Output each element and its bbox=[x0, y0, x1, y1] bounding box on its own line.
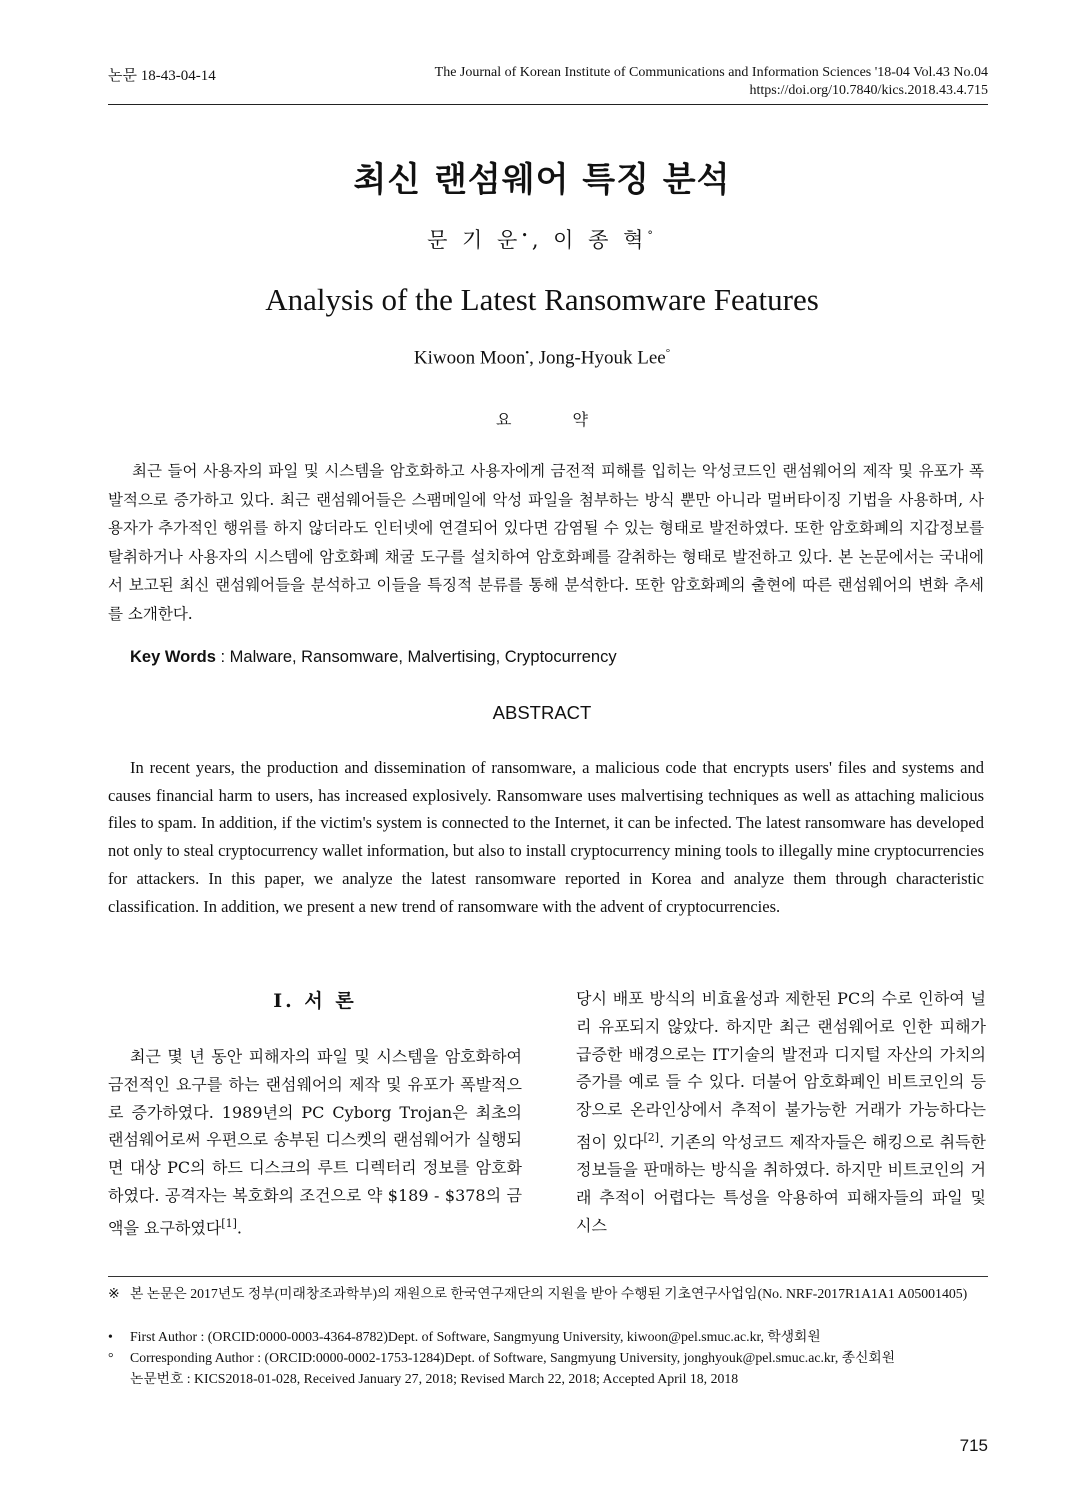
footnote-mark-bullet: • bbox=[108, 1329, 113, 1344]
title-korean: 최신 랜섬웨어 특징 분석 bbox=[353, 160, 731, 200]
keywords-value: Malware, Ransomware, Malvertising, Cryptocurrency bbox=[229, 648, 617, 666]
body-text-right-2: . 기존의 악성코드 제작자들은 해킹으로 취득한 정보들을 판매하는 방식을 취하였다. 하지만 비트코인의 거래 추적이 어렵다는 특성을 악용하여 피해자들의 파일 및 시스 bbox=[576, 1132, 986, 1235]
author-2-en: Jong-Hyouk Lee bbox=[538, 347, 666, 369]
keywords-separator: : bbox=[215, 648, 230, 666]
doi-link[interactable]: https://doi.org/10.7840/kics.2018.43.4.715 bbox=[749, 83, 988, 98]
authors-korean bbox=[0, 224, 1084, 254]
author-1-en: Kiwoon Moon bbox=[413, 347, 526, 369]
body-text-right-1: 당시 배포 방식의 비효율성과 제한된 PC의 수로 인하여 널리 유포되지 않았다. 하지만 최근 랜섬웨어로 인한 피해가 급증한 배경으로는 IT기술의 발전과 디지털 자산의 가치의 증가를 예로 들 수 있다. 더불어 암호화폐인 비트코인의 등장으로 온라인상에서 추적이 불가능한 거래가 가능하다는 점이 있다 bbox=[576, 989, 986, 1152]
first-author-mark-en: • bbox=[525, 347, 530, 359]
keywords-label: Key Words bbox=[130, 648, 216, 666]
authors-english bbox=[0, 347, 1084, 369]
journal-header bbox=[435, 64, 988, 100]
journal-name: The Journal of Korean Institute of Communications and Information Sciences '18-04 Vol.43 No.04 bbox=[434, 65, 988, 80]
abstract-korean: 최근 들어 사용자의 파일 및 시스템을 암호화하고 사용자에게 금전적 피해를 입히는 악성코드인 랜섬웨어의 제작 및 유포가 폭발적으로 증가하고 있다. 최근 랜섬웨어들은 스팸메일에 악성 파일을 첨부하는 방식 뿐만 아니라 멀버타이징 기법을 사용하며, 사용자가 추가적인 행위를 하지 않더라도 인터넷에 연결되어 있다면 감염될 수 있는 형태로 발전하였다. 또한 암호화폐의 지갑정보를 탈취하거나 사용자의 시스템에 암호화폐 채굴 도구를 설치하여 암호화폐를 갈취하는 형태로 발전하고 있다. 본 논문에서는 국내에서 보고된 최신 랜섬웨어들을 분석하고 이들을 특징적 분류를 통해 분석한다. 또한 암호화폐의 출현에 따른 랜섬웨어의 변화 추세를 소개한다. bbox=[108, 462, 984, 623]
body-column-left bbox=[108, 1043, 522, 1242]
footnote-submission: 논문번호 : KICS2018-01-028, Received January 27, 2018; Revised March 22, 2018; Accepted April 18, 2018 bbox=[130, 1371, 739, 1386]
body-column-right bbox=[576, 985, 986, 1240]
author-1-ko: 문 기 운 bbox=[427, 228, 522, 252]
abstract-ko-heading: 요 약 bbox=[496, 410, 616, 429]
page-number: 715 bbox=[959, 1436, 988, 1455]
header-divider bbox=[108, 104, 988, 105]
section-heading-introduction: Ⅰ. 서 론 bbox=[273, 990, 357, 1012]
footnote-first-author-text: First Author : (ORCID:0000-0003-4364-8782)Dept. of Software, Sangmyung University, kiwoon@pel.smuc.ac.kr, 학생회원 bbox=[130, 1329, 821, 1344]
footnote-divider bbox=[108, 1276, 988, 1277]
footnote-mark-reference: ※ bbox=[108, 1286, 120, 1301]
footnote-funding bbox=[108, 1283, 988, 1304]
abstract-en-heading: ABSTRACT bbox=[492, 702, 592, 723]
citation-2[interactable]: [2] bbox=[643, 1130, 660, 1144]
title-english: Analysis of the Latest Ransomware Features bbox=[265, 282, 819, 317]
footnote-mark-degree: ° bbox=[108, 1350, 114, 1365]
keywords bbox=[130, 648, 617, 667]
body-text-left: 최근 몇 년 동안 피해자의 파일 및 시스템을 암호화하여 금전적인 요구를 하는 랜섬웨어의 제작 및 유포가 폭발적으로 증가하였다. 1989년의 PC Cyborg Trojan은 최초의 랜섬웨어로써 우편으로 송부된 디스켓의 랜섬웨어가 실행되면 대상 PC의 하드 디스크의 루트 디렉터리 정보를 암호화하였다. 공격자는 복호화의 조건으로 약 $189 - $378의 금액을 요구하였다 bbox=[108, 1047, 522, 1238]
footnote-funding-text: 본 논문은 2017년도 정부(미래창조과학부)의 재원으로 한국연구재단의 지원을 받아 수행된 기초연구사업임(No. NRF-2017R1A1A1 A05001405) bbox=[130, 1286, 968, 1301]
first-author-mark: • bbox=[521, 229, 532, 242]
corresponding-author-mark-en: ° bbox=[665, 347, 671, 359]
paper-id: 논문 18-43-04-14 bbox=[108, 68, 216, 84]
footnote-corresponding-author bbox=[108, 1347, 988, 1368]
citation-1[interactable]: [1] bbox=[221, 1216, 237, 1230]
body-text-left-end: . bbox=[236, 1218, 242, 1238]
author-separator: , bbox=[531, 228, 554, 252]
author-2-ko: 이 종 혁 bbox=[553, 228, 648, 252]
corresponding-author-mark: ° bbox=[647, 229, 657, 242]
abstract-english: In recent years, the production and dissemination of ransomware, a malicious code that encrypts users' files and systems and causes financial harm to users, has increased explosively. Ransomware uses malvertising techniques as well as attaching malicious files to spam. In addition, if the victim's system is connected to the Internet, it can be infected. The latest ransomware has developed not only to steal cryptocurrency wallet information, but also to install cryptocurrency mining tools to illegally mine cryptocurrencies for attackers. In this paper, we analyze the latest ransomware reported in Korea and analyze them through characteristic classification. In addition, we present a new trend of ransomware with the advent of cryptocurrencies. bbox=[108, 758, 984, 916]
footnote-corresponding-text: Corresponding Author : (ORCID:0000-0002-1753-1284)Dept. of Software, Sangmyung University, jonghyouk@pel.smuc.ac.kr, 종신회원 bbox=[130, 1350, 896, 1365]
author-separator-en: , bbox=[529, 347, 539, 369]
footnote-first-author bbox=[108, 1326, 988, 1347]
